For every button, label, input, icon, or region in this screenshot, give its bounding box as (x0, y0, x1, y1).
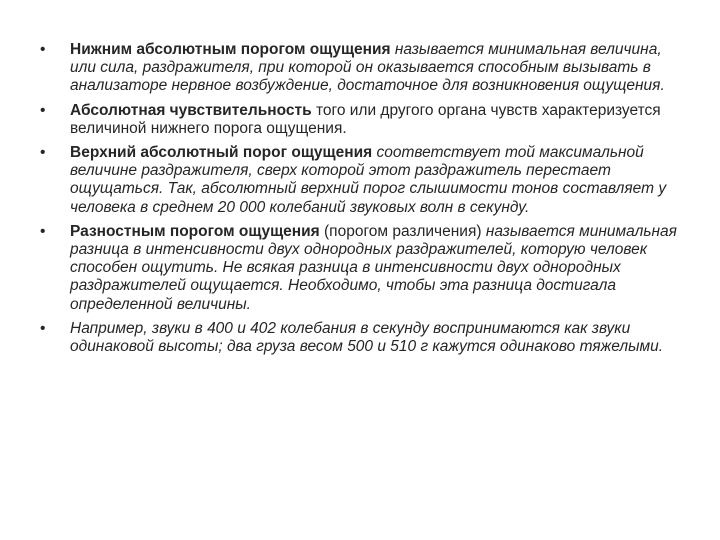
list-item-upper-threshold (40, 144, 680, 217)
term-absolute-sensitivity: Абсолютная чувствительность (70, 101, 312, 119)
term-difference-threshold: Разностным порогом ощущения (70, 222, 320, 240)
example-text: Например, звуки в 400 и 402 колебания в секунду воспринимаются как звуки одинаковой высоты; два груза весом 500 и 510 г кажутся одинаково тяжелыми. (70, 319, 664, 356)
bullet: • (40, 319, 46, 337)
bullet: • (40, 144, 46, 162)
definitions-list (40, 41, 680, 362)
list-item-example (40, 320, 680, 356)
list-item-difference-threshold (40, 223, 680, 314)
term-lower-absolute-threshold: Нижним абсолютным порогом ощущения (70, 41, 391, 58)
definition-text: того или другого органа чувств характеризуется величиной нижнего порога ощущения. (70, 101, 661, 137)
bullet: • (40, 101, 46, 119)
bullet: • (40, 222, 46, 240)
term-upper-absolute-threshold: Верхний абсолютный порог ощущения (70, 144, 373, 162)
list-item-lower-threshold (40, 41, 680, 96)
bullet: • (40, 41, 46, 58)
list-item-absolute-sensitivity (40, 102, 680, 138)
definition-text: называется минимальная величина, или сила, раздражителя, при которой он оказывается способным вызывать в анализаторе нервное возбуждение, достаточное для возникновения ощущения. (70, 41, 665, 95)
definition-text: называется минимальная разница в интенсивности двух однородных раздражителей, которую человек способен ощутить. Не всякая разница в интенсивности двух однородных раздражителей ощущается. Необходимо, чтобы эта разница достигала определенной величины. (70, 222, 677, 313)
term-synonym: (порогом различения) (319, 222, 482, 240)
definition-text: соответствует той максимальной величине раздражителя, сверх которой этот раздражитель перестает ощущаться. Так, абсолютный верхний порог слышимости тонов составляет у человека в среднем 20 000 колебаний звуковых волн в секунду. (70, 144, 667, 216)
